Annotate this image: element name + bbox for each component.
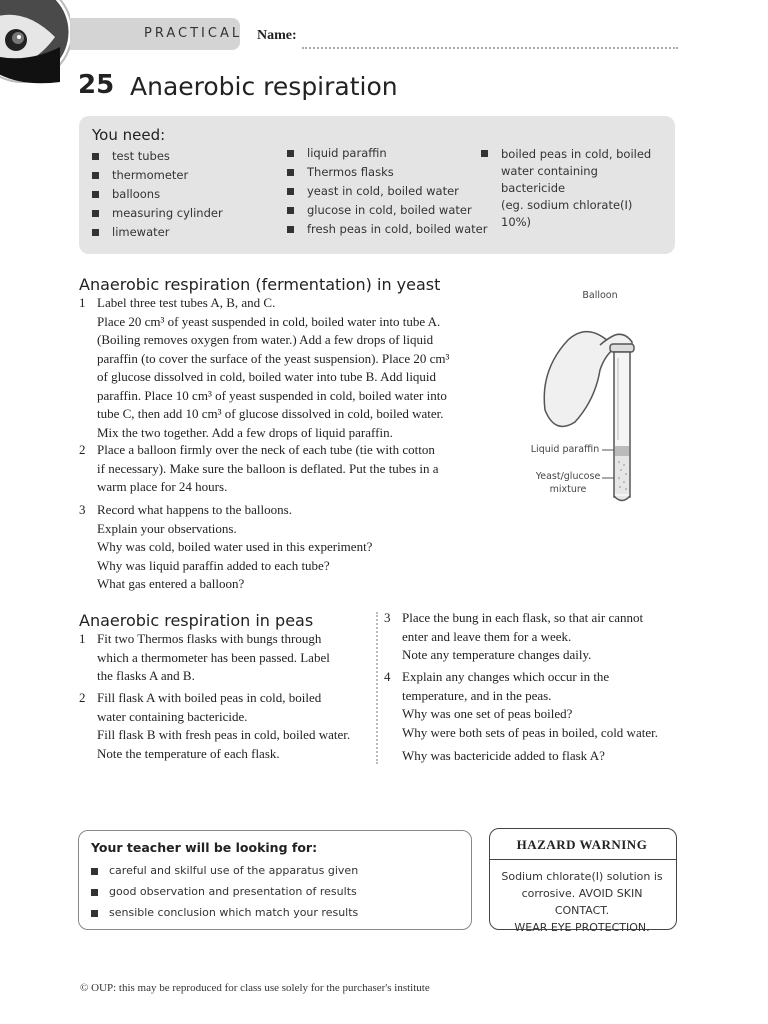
step-number: 3 [79,502,86,517]
you-need-list-1 [92,149,223,244]
footer-copyright: © OUP: this may be reproduced for class use solely for the purchaser's institute [80,982,430,994]
step-line: Why was one set of peas boiled? [402,706,573,721]
step-line: What gas entered a balloon? [97,576,245,591]
step-line: Why were both sets of peas in boiled, cold water. [402,724,658,740]
step-line: Explain any changes which occur in the [402,669,610,684]
hazard-divider [489,859,677,860]
list-item: balloons [92,187,223,206]
step-line: Fill flask B with fresh peas in cold, boiled water. [97,727,351,742]
step-line: of glucose dissolved in cold, boiled water into tube B. Add liquid [97,369,437,384]
you-need-list-3 [481,146,661,229]
step-line: temperature, and in the peas. [402,687,552,703]
step-number: 4 [384,669,391,684]
step-line: Note the temperature of each flask. [97,745,280,761]
step-line: Explain your observations. [97,520,237,536]
step-line: Fit two Thermos flasks with bungs through [97,631,322,646]
peas-step-1 [79,630,374,686]
practical-number: 25 [78,70,115,100]
step-line: tube C, then add 10 cm³ of glucose dissolved in cold, boiled water. [97,406,444,421]
list-item-line: (eg. sodium chlorate(I) 10%) [501,198,633,229]
peas-step-4 [384,668,684,766]
you-need-list-2 [287,146,487,241]
hazard-line: corrosive. AVOID SKIN CONTACT. [521,887,643,917]
step-line: (Boiling removes oxygen from water.) Add a few drops of liquid [97,332,434,347]
list-item: measuring cylinder [92,206,223,225]
step-line: enter and leave them for a week. [402,628,572,644]
you-need-title: You need: [92,126,166,144]
peas-heading: Anaerobic respiration in peas [79,611,314,630]
tube-rim [610,344,634,352]
teacher-list [91,864,358,927]
step-line: Note any temperature changes daily. [402,647,592,662]
list-item: careful and skilful use of the apparatus given [91,864,358,885]
yeast-step-1 [79,294,499,442]
yeast-step-3 [79,501,499,594]
yeast-heading: Anaerobic respiration (fermentation) in yeast [79,275,441,294]
balloon-label: Balloon [582,290,618,301]
hazard-line: WEAR EYE PROTECTION. [514,921,650,934]
step-line: the flasks A and B. [97,668,195,683]
step-line: Why was bactericide added to flask A? [402,748,605,763]
paraffin-label: Liquid paraffin [530,444,600,455]
step-line: Record what happens to the balloons. [97,502,292,517]
step-line: Place 20 cm³ of yeast suspended in cold, boiled water into tube A. [97,313,441,329]
step-line: paraffin. Place 10 cm³ of yeast suspended in cold, boiled water into [97,387,447,403]
step-line: if necessary). Make sure the balloon is deflated. Put the tubes in a [97,460,439,476]
step-line: which a thermometer has been passed. Label [97,649,330,665]
page-title: Anaerobic respiration [130,72,398,101]
peas-step-3 [384,609,684,665]
list-item-line: water containing bactericide [501,164,598,195]
name-line[interactable] [302,47,678,49]
teacher-title: Your teacher will be looking for: [91,840,318,855]
step-number: 3 [384,610,391,625]
step-line: Place the bung in each flask, so that air cannot [402,610,644,625]
mixture-label-line: mixture [549,484,587,495]
toucan-logo [0,0,70,112]
step-line: Why was liquid paraffin added to each tube? [97,557,330,573]
step-number: 1 [79,295,86,310]
hazard-title: HAZARD WARNING [516,837,648,852]
name-label: Name: [257,28,297,43]
mixture-label [530,470,606,496]
hazard-line: Sodium chlorate(I) solution is [501,870,663,883]
list-item: yeast in cold, boiled water [287,184,487,203]
hazard-text [497,868,667,936]
step-line: Place a balloon firmly over the neck of each tube (tie with cotton [97,442,435,457]
list-item [481,146,661,229]
step-number: 2 [79,690,86,705]
step-line: Label three test tubes A, B, and C. [97,295,276,310]
mixture-label-line: Yeast/glucose [535,471,601,482]
mixture-layer [615,456,629,494]
list-item: good observation and presentation of results [91,885,358,906]
step-line: Fill flask A with boiled peas in cold, boiled [97,690,322,705]
list-item: liquid paraffin [287,146,487,165]
list-item: test tubes [92,149,223,168]
list-item: glucose in cold, boiled water [287,203,487,222]
step-number: 2 [79,442,86,457]
step-line: Mix the two together. Add a few drops of liquid paraffin. [97,424,393,440]
column-divider [376,612,378,764]
paraffin-layer [615,446,629,456]
peas-step-2 [79,689,374,763]
list-item: fresh peas in cold, boiled water [287,222,487,241]
list-item: thermometer [92,168,223,187]
step-line: paraffin (to cover the surface of the yeast suspension). Place 20 cm³ [97,350,450,366]
list-item: sensible conclusion which match your results [91,906,358,927]
list-item: limewater [92,225,223,244]
yeast-step-2 [79,441,499,497]
list-item: Thermos flasks [287,165,487,184]
step-line: water containing bactericide. [97,708,248,724]
practical-label: PRACTICAL [144,26,243,41]
step-line: Why was cold, boiled water used in this experiment? [97,539,373,554]
step-number: 1 [79,631,86,646]
step-line: warm place for 24 hours. [97,479,228,494]
list-item-line: boiled peas in cold, boiled [501,147,652,161]
